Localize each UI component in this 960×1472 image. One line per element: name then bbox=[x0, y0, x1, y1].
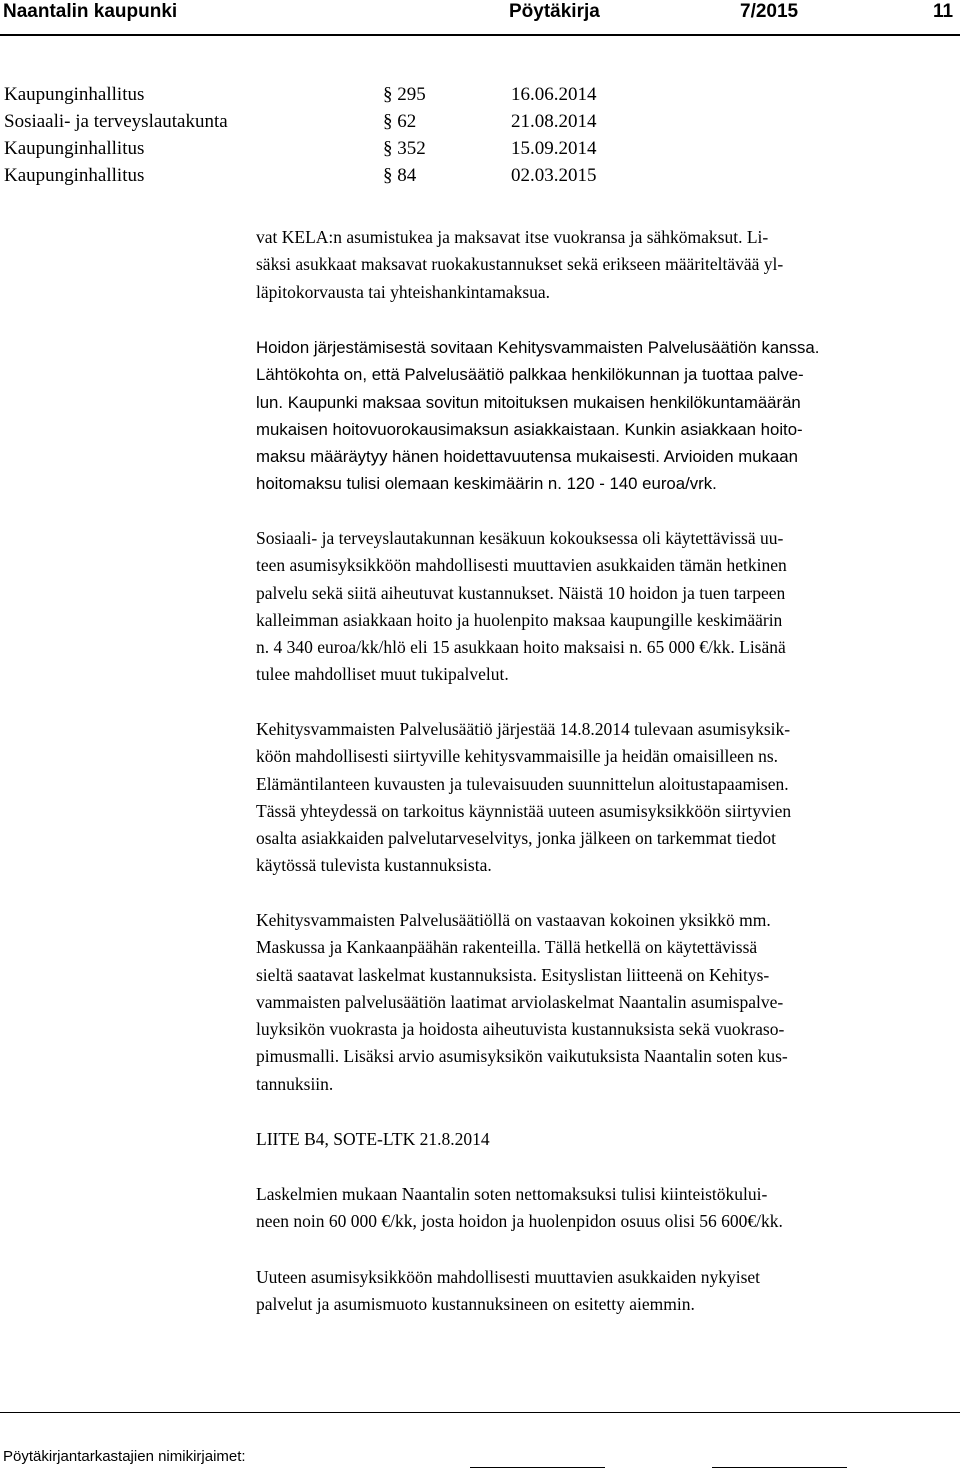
reference-date: 02.03.2015 bbox=[511, 165, 597, 186]
reference-body: Kaupunginhallitus bbox=[4, 138, 145, 159]
document-type: Pöytäkirja bbox=[509, 1, 600, 22]
paragraph-board-meeting: Sosiaali- ja terveyslautakunnan kesäkuun kokouksessa oli käytettävissä uu- teen asumisyksikköön mahdollisesti muuttavien asukkaiden tämän hetkinen palvelu sekä siitä aiheutuvat kustannukset. Näistä 10 hoidon ja tuen tarpeen kalleimman asiakkaan hoito ja huolenpito maksaa kaupungille keskimäärin n. 4 340 euroa/kk/hlö eli 15 asukkaan hoito maksaisi n. 65 000 €/kk. Lisänä tulee mahdolliset muut tukipalvelut. bbox=[256, 528, 787, 685]
reference-date: 16.06.2014 bbox=[511, 84, 597, 105]
paragraph-similar-units: Kehitysvammaisten Palvelusäätiöllä on vastaavan kokoinen yksikkö mm. Maskussa ja Kankaanpäähän rakenteilla. Tällä hetkellä on käytettävissä sieltä saatavat laskelmat kustannuksista. Esityslistan liitteenä on Kehitys- vammaisten palvelusäätiön laatimat arviolaskelmat Naantalin asumispalve- luyksikön vuokrasta ja hoidosta aiheutuvista kustannuksista sekä vuokraso- pimusmalli. Lisäksi arvio asumisyksikön vaikutuksista Naantalin soten kus- tannuksiin. bbox=[256, 910, 788, 1094]
footer-rule bbox=[0, 1412, 960, 1413]
reference-body: Kaupunginhallitus bbox=[4, 165, 145, 186]
reference-section: § 295 bbox=[383, 84, 426, 105]
reference-section: § 352 bbox=[383, 138, 426, 159]
signature-line-1 bbox=[470, 1467, 605, 1468]
document-number: 7/2015 bbox=[740, 1, 799, 22]
reference-section: § 62 bbox=[383, 111, 417, 132]
paragraph-care-arrangement: Hoidon järjestämisestä sovitaan Kehitysvammaisten Palvelusäätiön kanssa. Lähtökohta on, että Palvelusäätiö palkkaa henkilökunnan ja tuottaa palve- lun. Kaupunki maksaa sovitun mitoituksen mukaisen henkilökuntamäärän mukaisen hoitovuorokausimaksun asiakkaistaan. Kunkin asiakkaan hoito- maksu määräytyy hänen hoidettavuutensa mukaisesti. Arvioiden mukaan hoitomaksu tulisi olemaan keskimäärin n. 120 - 140 euroa/vrk. bbox=[256, 338, 820, 494]
header-rule bbox=[0, 34, 960, 36]
paragraph-services-presented: Uuteen asumisyksikköön mahdollisesti muuttavien asukkaiden nykyiset palvelut ja asumismuoto kustannuksineen on esitetty aiemmin. bbox=[256, 1267, 761, 1315]
paragraph-foundation-meeting: Kehitysvammaisten Palvelusäätiö järjestää 14.8.2014 tulevaan asumisyksik- köön mahdollisesti siirtyville kehitysvammaisille ja heidän omaisilleen ns. Elämäntilanteen kuvausten ja tulevaisuuden suunnittelun aloitustapaamisen. Tässä yhteydessä on tarkoitus käynnistää uuteen asumisyksikköön siirtyvien osalta asiakkaiden palvelutarveselvitys, jonka jälkeen on tarkemmat tiedot käytössä tulevista kustannuksista. bbox=[256, 719, 792, 876]
paragraph-housing-costs: vat KELA:n asumistukea ja maksavat itse vuokransa ja sähkömaksut. Li- säksi asukkaat maksavat ruokakustannukset sekä erikseen määriteltävää yl- läpitokorvausta tai yhteishankintamaksua. bbox=[256, 227, 784, 302]
signature-line-2 bbox=[712, 1467, 847, 1468]
reference-body: Sosiaali- ja terveyslautakunta bbox=[4, 111, 228, 132]
organization-name: Naantalin kaupunki bbox=[3, 1, 178, 22]
paragraph-attachment-ref: LIITE B4, SOTE-LTK 21.8.2014 bbox=[256, 1129, 490, 1149]
reference-body: Kaupunginhallitus bbox=[4, 84, 145, 105]
signature-label: Pöytäkirjantarkastajien nimikirjaimet: bbox=[3, 1448, 246, 1465]
reference-date: 15.09.2014 bbox=[511, 138, 597, 159]
reference-section: § 84 bbox=[383, 165, 417, 186]
reference-date: 21.08.2014 bbox=[511, 111, 597, 132]
paragraph-net-cost: Laskelmien mukaan Naantalin soten nettomaksuksi tulisi kiinteistökului- neen noin 60 000 €/kk, josta hoidon ja huolenpidon osuus olisi 56 600€/kk. bbox=[256, 1184, 783, 1232]
page-number: 11 bbox=[933, 1, 954, 22]
